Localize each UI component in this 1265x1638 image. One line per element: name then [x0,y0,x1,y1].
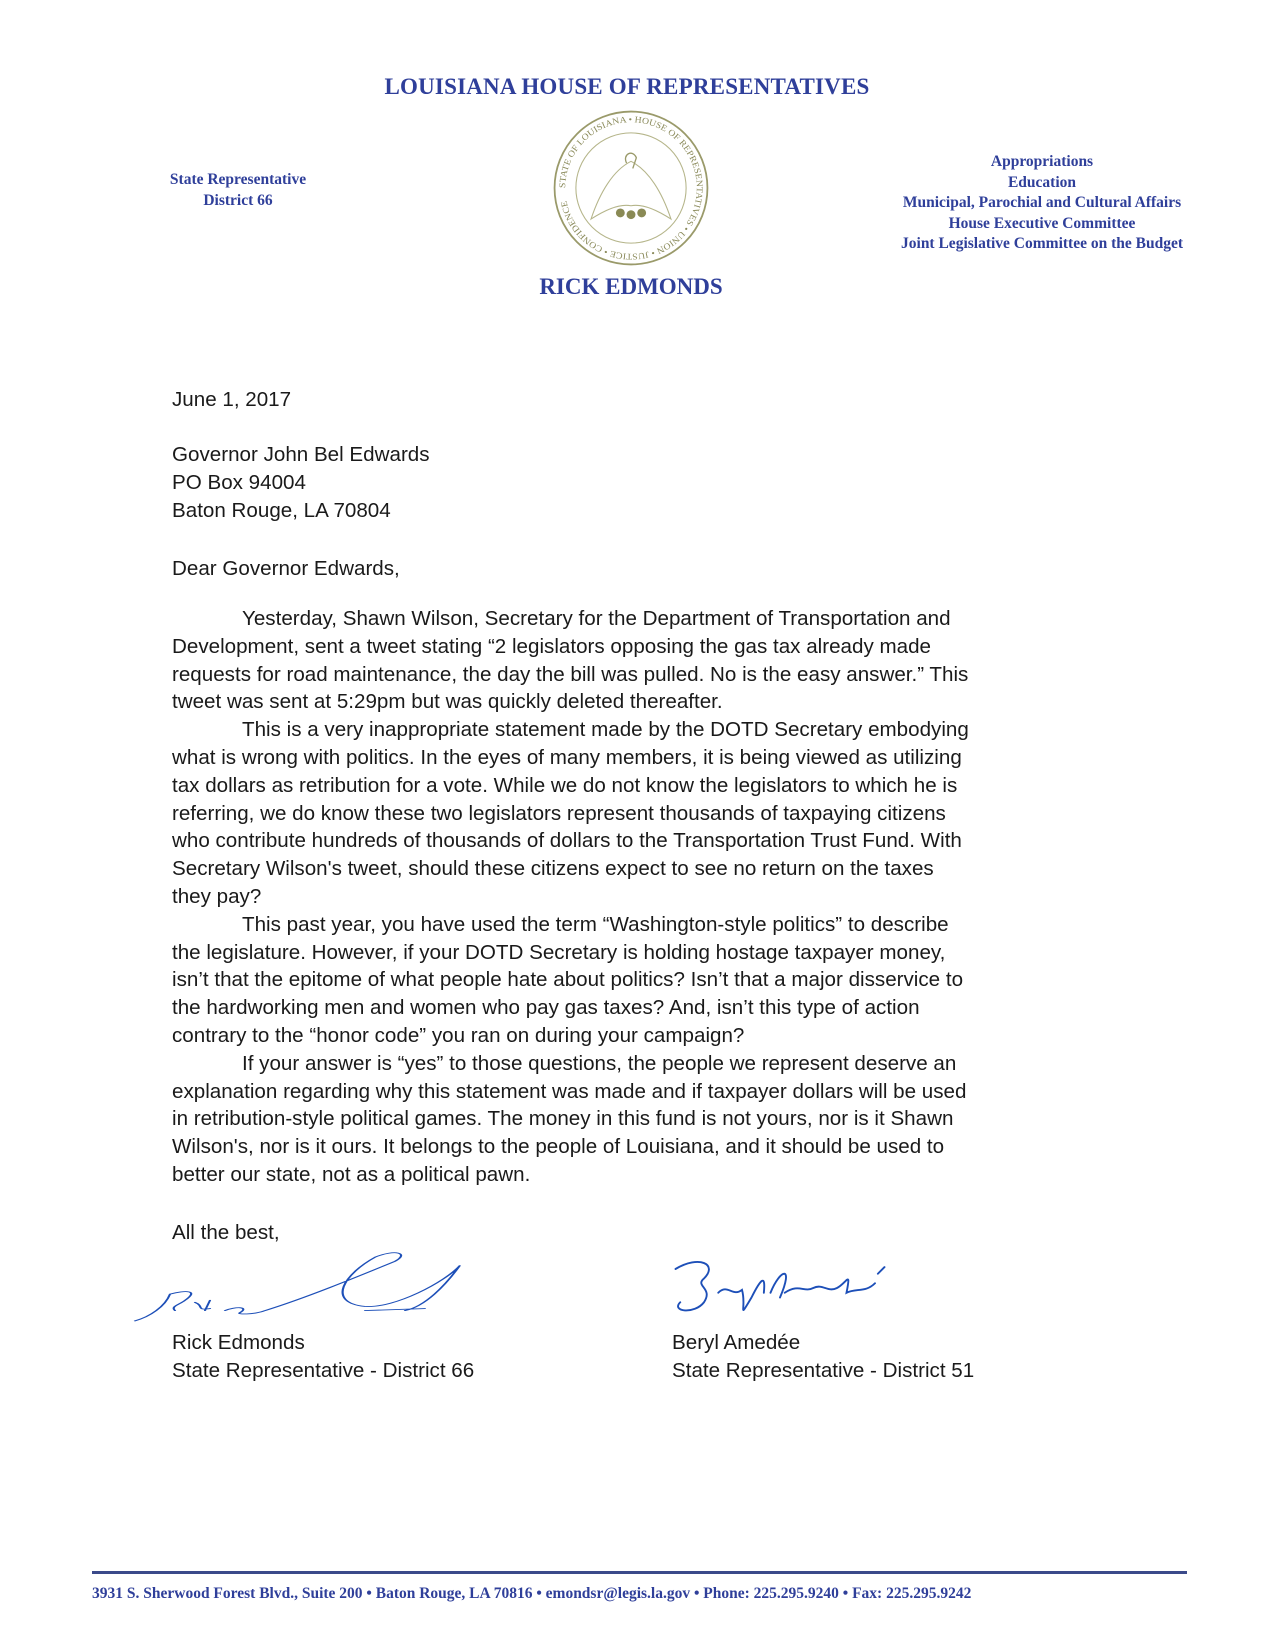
representative-district [170,169,306,211]
body-line: the legislature. However, if your DOTD Secretary is holding hostage taxpayer money, [172,940,946,964]
representative-name: RICK EDMONDS [539,274,723,299]
body-line: in retribution-style political games. The money in this fund is not yours, nor is it Shawn [172,1107,954,1131]
signer-block-edmonds [172,1329,474,1385]
signer-block-amedee [672,1329,974,1385]
signer-title: State Representative - District 51 [672,1358,975,1382]
body-line: referring, we do know these two legislators represent thousands of taxpaying citizens [172,801,946,825]
body-line: explanation regarding why this statement was made and if taxpayer dollars will be used [172,1079,967,1103]
footer-contact: 3931 S. Sherwood Forest Blvd., Suite 200 • Baton Rouge, LA 70816 • emondsr@legis.la.gov • Phone: 225.295.9240 • Fax: 225.295.9242 [92,1585,972,1602]
body-line: This is a very inappropriate statement made by the DOTD Secretary embodying [242,718,969,742]
seal-text: STATE OF LOUISIANA • HOUSE OF REPRESENTATIVES • UNION • JUSTICE • CONFIDENCE [557,114,705,262]
closing: All the best, [172,1221,280,1244]
letter-body [172,605,969,1189]
committee-item: House Executive Committee [948,214,1136,232]
body-line: who contribute hundreds of thousands of dollars to the Transportation Trust Fund. With [172,829,962,853]
body-line: contrary to the “honor code” you ran on during your campaign? [172,1023,745,1047]
committee-item: Municipal, Parochial and Cultural Affairs [902,194,1182,212]
left-line: District 66 [203,192,273,209]
body-line: better our state, not as a political pawn. [172,1162,531,1186]
footer-divider [92,1571,1187,1574]
address-line: Governor John Bel Edwards [172,443,430,466]
signer-title: State Representative - District 66 [172,1358,475,1382]
signer-name: Rick Edmonds [172,1331,305,1354]
letterhead-title: LOUISIANA HOUSE OF REPRESENTATIVES [384,74,870,99]
body-line: Development, sent a tweet stating “2 legislators opposing the gas tax already made [172,634,931,658]
body-line: Secretary Wilson's tweet, should these citizens expect to see no return on the taxes [172,857,934,881]
body-line: If your answer is “yes” to those questions, the people we represent deserve an [242,1051,957,1075]
body-line: requests for road maintenance, the day the bill was pulled. No is the easy answer.” This [172,662,969,686]
svg-text:STATE OF LOUISIANA • HOUSE OF [557,114,705,262]
committee-list [901,152,1183,255]
body-line: This past year, you have used the term “Washington-style politics” to describe [242,912,949,936]
committee-item: Appropriations [990,153,1094,170]
body-line: Wilson's, nor is it ours. It belongs to the people of Louisiana, and it should be used to [172,1135,945,1159]
recipient-address [172,441,430,524]
signature-beryl-amedee-icon [655,1250,905,1326]
body-line: what is wrong with politics. In the eyes of many members, it is being viewed as utilizing [172,745,962,769]
address-line: PO Box 94004 [172,470,306,494]
address-line: Baton Rouge, LA 70804 [172,498,391,522]
body-line: isn’t that the epitome of what people hate about politics? Isn’t that a major disservice to [172,968,964,992]
signer-name: Beryl Amedée [672,1331,801,1354]
salutation: Dear Governor Edwards, [172,557,400,580]
committee-item: Education [1007,173,1077,191]
body-line: the hardworking men and women who pay gas taxes? And, isn’t this type of action [172,996,920,1020]
body-line: tax dollars as retribution for a vote. While we do not know the legislators to which he is [172,773,958,797]
body-line: they pay? [172,884,262,908]
committee-item: Joint Legislative Committee on the Budget [901,235,1183,253]
letter-date: June 1, 2017 [172,388,292,411]
left-line: State Representative [169,171,307,188]
body-line: tweet was sent at 5:29pm but was quickly deleted thereafter. [172,690,723,714]
signature-rick-edmonds-icon [125,1249,485,1327]
body-line: Yesterday, Shawn Wilson, Secretary for the Department of Transportation and [242,607,951,630]
state-seal-icon [551,108,711,268]
